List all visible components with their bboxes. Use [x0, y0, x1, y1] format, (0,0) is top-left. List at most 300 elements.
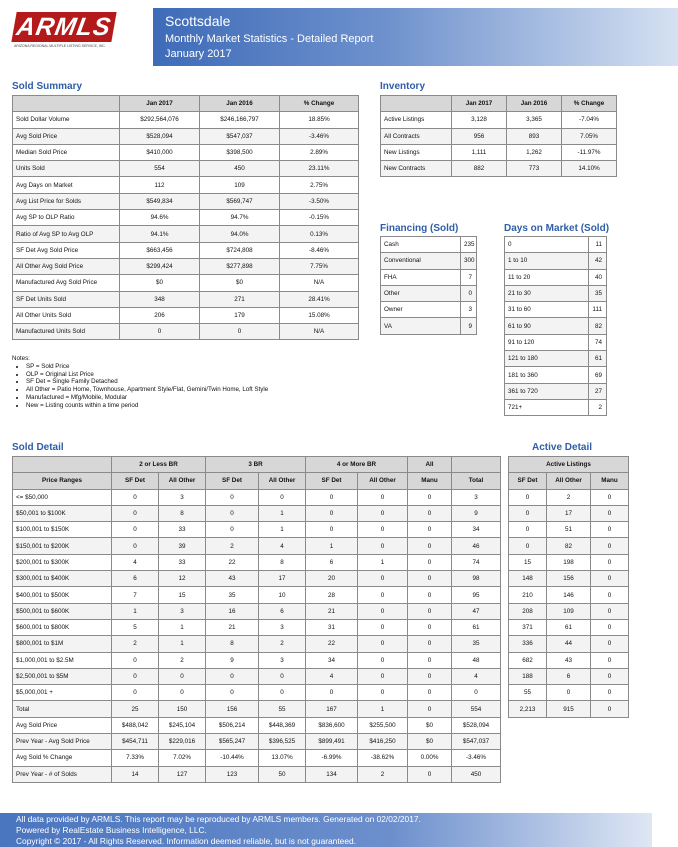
- table-row: [381, 128, 617, 144]
- table-cell: 15.08%: [280, 307, 359, 323]
- table-cell: 0: [408, 538, 452, 554]
- table-cell: 74: [452, 554, 501, 570]
- row-label: 21 to 30: [505, 285, 589, 301]
- table-cell: 148: [509, 571, 547, 587]
- table-cell: 0: [358, 489, 408, 505]
- row-label: Median Sold Price: [13, 144, 120, 160]
- table-cell: 3,365: [507, 112, 562, 128]
- table-cell: 336: [509, 636, 547, 652]
- table-cell: 0: [591, 505, 629, 521]
- table-header-row: [13, 473, 501, 489]
- table-cell: 0: [408, 766, 452, 782]
- table-row: [13, 324, 359, 340]
- row-label: $400,001 to $500K: [13, 587, 112, 603]
- table-cell: $0: [120, 275, 200, 291]
- column-header: Jan 2017: [452, 96, 507, 112]
- row-label: Avg Sold % Change: [13, 750, 112, 766]
- table-cell: 188: [509, 668, 547, 684]
- row-label: $200,001 to $300K: [13, 554, 112, 570]
- column-header: All Other: [259, 473, 306, 489]
- table-cell: 44: [547, 636, 591, 652]
- table-cell: 13.07%: [259, 750, 306, 766]
- table-row: [381, 144, 617, 160]
- column-header: % Change: [562, 96, 617, 112]
- table-cell: $410,000: [120, 144, 200, 160]
- row-label: $5,000,001 +: [13, 685, 112, 701]
- table-row: [13, 636, 501, 652]
- row-label: Avg Sold Price: [13, 128, 120, 144]
- table-cell: 42: [589, 253, 607, 269]
- row-label: Owner: [381, 302, 461, 318]
- table-cell: 0: [408, 571, 452, 587]
- table-cell: 0: [408, 587, 452, 603]
- table-cell: 0: [306, 505, 358, 521]
- table-row: [505, 383, 607, 399]
- row-label: $600,001 to $800K: [13, 619, 112, 635]
- row-label: 361 to 720: [505, 383, 589, 399]
- table-header-row: [381, 96, 617, 112]
- table-cell: 0: [112, 522, 159, 538]
- row-label: $100,001 to $150K: [13, 522, 112, 538]
- column-header: Total: [452, 473, 501, 489]
- table-cell: 0: [159, 685, 206, 701]
- table-cell: 9: [452, 505, 501, 521]
- table-cell: 31: [306, 619, 358, 635]
- table-cell: 94.0%: [200, 226, 280, 242]
- table-cell: 1,111: [452, 144, 507, 160]
- note-item: • SP = Sold Price: [26, 363, 362, 371]
- table-row: [13, 734, 501, 750]
- table-row: [13, 538, 501, 554]
- table-cell: 0: [591, 554, 629, 570]
- logo-wordmark: ARMLS: [11, 12, 116, 42]
- table-cell: 0: [206, 668, 259, 684]
- table-cell: 123: [206, 766, 259, 782]
- report-header: [0, 0, 678, 70]
- table-group-header-row: [509, 457, 629, 473]
- days-on-market-table: [504, 236, 607, 416]
- table-cell: 1: [259, 522, 306, 538]
- table-cell: 0: [591, 636, 629, 652]
- table-cell: 6: [259, 603, 306, 619]
- table-row: [13, 275, 359, 291]
- table-cell: 271: [200, 291, 280, 307]
- table-cell: 146: [547, 587, 591, 603]
- table-row: [509, 571, 629, 587]
- table-cell: 2: [547, 489, 591, 505]
- table-row: [509, 668, 629, 684]
- table-cell: $899,491: [306, 734, 358, 750]
- column-header: Manu: [408, 473, 452, 489]
- table-row: [509, 554, 629, 570]
- table-row: [13, 291, 359, 307]
- table-cell: 7: [461, 269, 477, 285]
- table-cell: 0: [358, 652, 408, 668]
- table-cell: $547,037: [200, 128, 280, 144]
- report-period: January 2017: [165, 48, 232, 60]
- column-header: All Other: [159, 473, 206, 489]
- table-row: [381, 253, 477, 269]
- table-cell: 0: [358, 587, 408, 603]
- table-cell: 0: [408, 701, 452, 717]
- group-header: 2 or Less BR: [112, 457, 206, 473]
- column-header: Manu: [591, 473, 629, 489]
- table-cell: -7.04%: [562, 112, 617, 128]
- table-row: [509, 505, 629, 521]
- row-label: All Contracts: [381, 128, 452, 144]
- table-cell: 28: [306, 587, 358, 603]
- table-cell: 1: [159, 619, 206, 635]
- table-cell: 23.11%: [280, 161, 359, 177]
- table-cell: $528,094: [452, 717, 501, 733]
- table-cell: 3: [452, 489, 501, 505]
- table-cell: 0: [408, 489, 452, 505]
- table-cell: 0: [259, 489, 306, 505]
- table-cell: 0: [112, 538, 159, 554]
- table-cell: 17: [259, 571, 306, 587]
- table-cell: 1: [358, 554, 408, 570]
- table-cell: $547,037: [452, 734, 501, 750]
- table-row: [13, 652, 501, 668]
- column-header: SF Det: [112, 473, 159, 489]
- table-cell: 6: [547, 668, 591, 684]
- table-cell: 0: [408, 522, 452, 538]
- table-cell: 39: [159, 538, 206, 554]
- table-cell: 33: [159, 522, 206, 538]
- table-cell: 450: [452, 766, 501, 782]
- table-cell: 10: [259, 587, 306, 603]
- column-header: All Other: [358, 473, 408, 489]
- table-cell: 0: [509, 505, 547, 521]
- table-cell: 554: [452, 701, 501, 717]
- table-cell: 35: [452, 636, 501, 652]
- table-row: [13, 242, 359, 258]
- table-cell: 7.02%: [159, 750, 206, 766]
- table-row: [505, 351, 607, 367]
- table-row: [13, 489, 501, 505]
- table-cell: 0: [408, 554, 452, 570]
- row-label: VA: [381, 318, 461, 334]
- table-cell: 48: [452, 652, 501, 668]
- table-row: [509, 489, 629, 505]
- table-cell: 0: [206, 505, 259, 521]
- table-cell: 43: [206, 571, 259, 587]
- row-label: $1,000,001 to $2.5M: [13, 652, 112, 668]
- table-cell: 0: [358, 505, 408, 521]
- notes: [12, 355, 362, 410]
- table-cell: 51: [547, 522, 591, 538]
- table-cell: $292,564,076: [120, 112, 200, 128]
- table-cell: 0: [408, 603, 452, 619]
- table-row: [509, 636, 629, 652]
- table-cell: 94.7%: [200, 210, 280, 226]
- table-cell: 8: [159, 505, 206, 521]
- table-cell: 0: [206, 522, 259, 538]
- table-cell: $0: [408, 734, 452, 750]
- table-cell: -11.97%: [562, 144, 617, 160]
- row-label: New Contracts: [381, 161, 452, 177]
- table-cell: 14.10%: [562, 161, 617, 177]
- group-header: All: [408, 457, 452, 473]
- row-label: Other: [381, 285, 461, 301]
- table-cell: 7.05%: [562, 128, 617, 144]
- table-cell: 61: [547, 619, 591, 635]
- table-cell: N/A: [280, 324, 359, 340]
- table-cell: 0: [112, 505, 159, 521]
- table-row: [13, 603, 501, 619]
- sold-detail-title: Sold Detail: [12, 442, 64, 453]
- column-header: Jan 2017: [120, 96, 200, 112]
- table-cell: $565,247: [206, 734, 259, 750]
- table-row: [505, 253, 607, 269]
- table-cell: 208: [509, 603, 547, 619]
- table-cell: 0: [509, 522, 547, 538]
- table-cell: 1: [259, 505, 306, 521]
- table-cell: 35: [206, 587, 259, 603]
- table-cell: 0: [408, 636, 452, 652]
- table-cell: 2,213: [509, 701, 547, 717]
- table-cell: 915: [547, 701, 591, 717]
- table-cell: 0: [306, 489, 358, 505]
- table-cell: 0: [408, 652, 452, 668]
- row-label: $150,001 to $200K: [13, 538, 112, 554]
- table-cell: 4: [306, 668, 358, 684]
- days-on-market-title: Days on Market (Sold): [504, 223, 610, 234]
- table-row: [509, 652, 629, 668]
- table-row: [381, 112, 617, 128]
- table-cell: 61: [452, 619, 501, 635]
- table-cell: 109: [200, 177, 280, 193]
- table-cell: 0: [259, 668, 306, 684]
- note-item: • New = Listing counts within a time period: [26, 402, 362, 410]
- group-header: 4 or More BR: [306, 457, 408, 473]
- table-cell: 0: [112, 489, 159, 505]
- table-cell: 179: [200, 307, 280, 323]
- table-cell: 35: [589, 285, 607, 301]
- table-cell: $448,369: [259, 717, 306, 733]
- column-header: All Other: [547, 473, 591, 489]
- table-cell: 21: [206, 619, 259, 635]
- table-row: [13, 177, 359, 193]
- report-footer: [0, 813, 652, 847]
- table-cell: 34: [306, 652, 358, 668]
- table-row: [505, 237, 607, 253]
- row-label: All Other Avg Sold Price: [13, 258, 120, 274]
- row-label: All Other Units Sold: [13, 307, 120, 323]
- table-cell: 7.33%: [112, 750, 159, 766]
- table-row: [509, 619, 629, 635]
- table-cell: 109: [547, 603, 591, 619]
- table-cell: 2.89%: [280, 144, 359, 160]
- row-label: 31 to 60: [505, 302, 589, 318]
- table-cell: 2: [259, 636, 306, 652]
- table-cell: 450: [200, 161, 280, 177]
- table-cell: 94.6%: [120, 210, 200, 226]
- table-cell: 0: [200, 324, 280, 340]
- table-cell: $416,250: [358, 734, 408, 750]
- table-cell: 0: [408, 668, 452, 684]
- table-cell: 0: [358, 538, 408, 554]
- table-cell: 682: [509, 652, 547, 668]
- active-detail-title: Active Detail: [532, 442, 593, 453]
- table-row: [13, 619, 501, 635]
- column-header: % Change: [280, 96, 359, 112]
- table-cell: 33: [159, 554, 206, 570]
- row-label: 121 to 180: [505, 351, 589, 367]
- table-cell: 0: [461, 285, 477, 301]
- row-label: Avg Sold Price: [13, 717, 112, 733]
- table-cell: $246,166,797: [200, 112, 280, 128]
- blank-header-cell: [13, 457, 112, 473]
- row-label: Prev Year - Avg Sold Price: [13, 734, 112, 750]
- table-cell: 14: [112, 766, 159, 782]
- table-cell: $245,104: [159, 717, 206, 733]
- table-cell: 9: [461, 318, 477, 334]
- table-row: [505, 318, 607, 334]
- table-cell: 82: [547, 538, 591, 554]
- table-cell: -3.46%: [280, 128, 359, 144]
- table-cell: -6.99%: [306, 750, 358, 766]
- table-cell: 7: [112, 587, 159, 603]
- row-label: FHA: [381, 269, 461, 285]
- table-cell: 348: [120, 291, 200, 307]
- table-cell: 0: [591, 587, 629, 603]
- table-cell: $0: [200, 275, 280, 291]
- table-cell: $663,456: [120, 242, 200, 258]
- table-row: [13, 766, 501, 782]
- notes-list: [12, 363, 362, 410]
- table-row: [13, 193, 359, 209]
- row-label: $300,001 to $400K: [13, 571, 112, 587]
- table-cell: 55: [509, 685, 547, 701]
- table-cell: 17: [547, 505, 591, 521]
- row-label: SF Det Avg Sold Price: [13, 242, 120, 258]
- table-cell: 22: [306, 636, 358, 652]
- table-cell: $836,600: [306, 717, 358, 733]
- table-cell: 15: [159, 587, 206, 603]
- table-row: [509, 538, 629, 554]
- blank-header-cell: [452, 457, 501, 473]
- table-row: [13, 112, 359, 128]
- table-cell: 7.75%: [280, 258, 359, 274]
- financing-title: Financing (Sold): [380, 223, 459, 234]
- table-cell: 0: [591, 522, 629, 538]
- table-cell: 0: [159, 668, 206, 684]
- row-label: <= $50,000: [13, 489, 112, 505]
- table-cell: 43: [547, 652, 591, 668]
- table-cell: 150: [159, 701, 206, 717]
- table-row: [505, 302, 607, 318]
- row-label: 1 to 10: [505, 253, 589, 269]
- table-cell: 210: [509, 587, 547, 603]
- table-cell: 0: [408, 685, 452, 701]
- table-cell: 34: [452, 522, 501, 538]
- table-cell: 69: [589, 367, 607, 383]
- table-row: [381, 318, 477, 334]
- footer-line-1: All data provided by ARMLS. This report may be reproduced by ARMLS members. Generated on 02/02/2017.: [16, 814, 421, 824]
- inventory-title: Inventory: [380, 81, 426, 92]
- table-cell: 27: [589, 383, 607, 399]
- table-cell: 74: [589, 334, 607, 350]
- table-cell: 235: [461, 237, 477, 253]
- table-row: [509, 603, 629, 619]
- table-cell: 300: [461, 253, 477, 269]
- table-header-row: [13, 96, 359, 112]
- report-title: Monthly Market Statistics - Detailed Report: [165, 33, 374, 45]
- table-cell: $569,747: [200, 193, 280, 209]
- footer-line-3: Copyright © 2017 - All Rights Reserved. Information deemed reliable, but is not guaranteed.: [16, 836, 356, 846]
- table-row: [13, 554, 501, 570]
- table-cell: 0: [206, 685, 259, 701]
- table-cell: $277,898: [200, 258, 280, 274]
- table-cell: 3: [259, 619, 306, 635]
- footer-line-2: Powered by RealEstate Business Intelligence, LLC.: [16, 825, 207, 835]
- table-row: [509, 701, 629, 717]
- note-item: • OLP = Original List Price: [26, 371, 362, 379]
- row-label: 91 to 120: [505, 334, 589, 350]
- table-row: [13, 161, 359, 177]
- table-cell: 0: [358, 668, 408, 684]
- table-cell: $528,094: [120, 128, 200, 144]
- column-header: Price Ranges: [13, 473, 112, 489]
- row-label: $500,001 to $600K: [13, 603, 112, 619]
- table-row: [13, 226, 359, 242]
- note-item: • All Other = Patio Home, Townhouse, Apartment Style/Flat, Gemini/Twin Home, Loft Style: [26, 386, 362, 394]
- table-cell: -38.62%: [358, 750, 408, 766]
- table-cell: 2: [159, 652, 206, 668]
- table-cell: 98: [452, 571, 501, 587]
- table-row: [13, 522, 501, 538]
- column-header: [13, 96, 120, 112]
- row-label: $50,001 to $100K: [13, 505, 112, 521]
- table-cell: 0: [591, 652, 629, 668]
- table-cell: 893: [507, 128, 562, 144]
- row-label: 0: [505, 237, 589, 253]
- note-item: • SF Det = Single Family Detached: [26, 378, 362, 386]
- inventory-table: [380, 95, 617, 177]
- table-row: [381, 161, 617, 177]
- table-cell: 0: [112, 685, 159, 701]
- table-cell: 8: [206, 636, 259, 652]
- table-row: [13, 128, 359, 144]
- table-row: [13, 571, 501, 587]
- table-cell: 0: [358, 522, 408, 538]
- table-cell: 50: [259, 766, 306, 782]
- table-cell: 0: [408, 505, 452, 521]
- row-label: 61 to 90: [505, 318, 589, 334]
- table-cell: 0: [306, 685, 358, 701]
- table-cell: 20: [306, 571, 358, 587]
- table-row: [13, 505, 501, 521]
- table-cell: 0: [591, 619, 629, 635]
- row-label: Conventional: [381, 253, 461, 269]
- table-row: [505, 334, 607, 350]
- table-cell: 0: [112, 652, 159, 668]
- row-label: Active Listings: [381, 112, 452, 128]
- table-row: [13, 668, 501, 684]
- city-title: Scottsdale: [165, 13, 231, 29]
- table-cell: 111: [589, 302, 607, 318]
- table-cell: 9: [206, 652, 259, 668]
- row-label: Units Sold: [13, 161, 120, 177]
- table-row: [13, 701, 501, 717]
- table-cell: 134: [306, 766, 358, 782]
- table-cell: 0: [452, 685, 501, 701]
- financing-table: [380, 236, 477, 335]
- row-label: Avg Days on Market: [13, 177, 120, 193]
- table-cell: 0: [591, 685, 629, 701]
- table-cell: 0: [358, 603, 408, 619]
